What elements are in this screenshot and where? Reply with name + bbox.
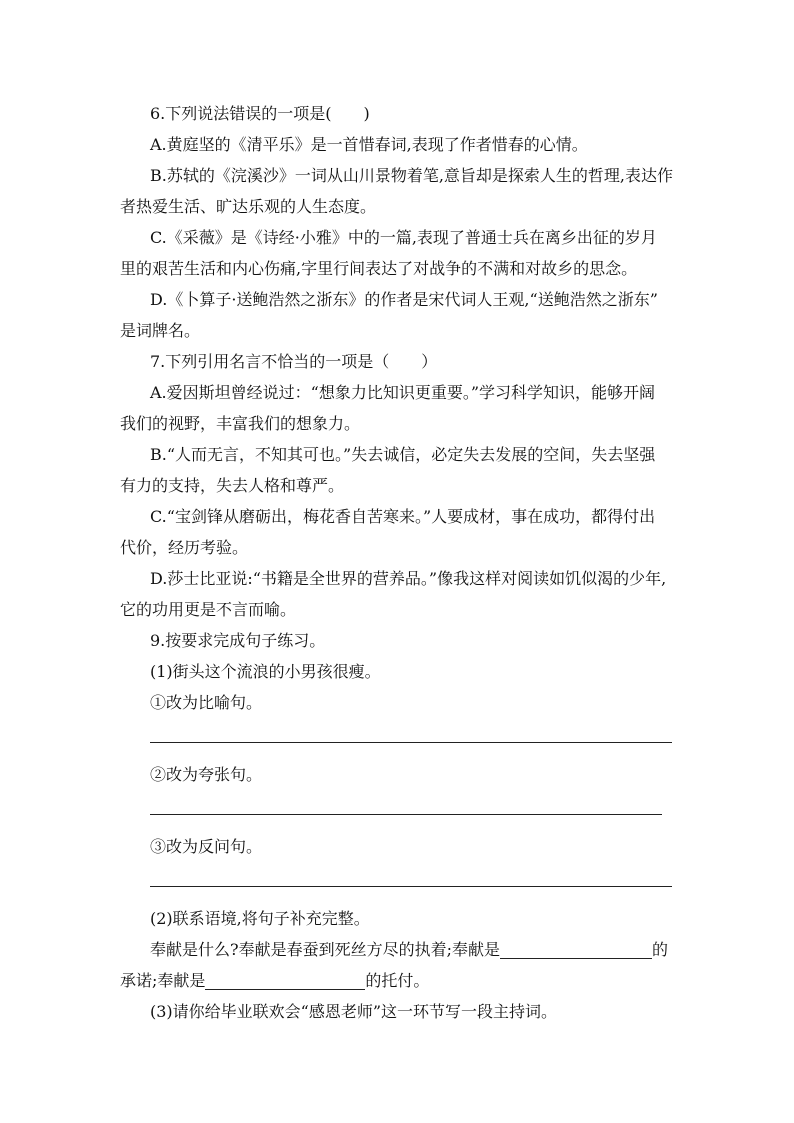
q7-option-a-cont: 我们的视野，丰富我们的想象力。 [120,414,361,433]
worksheet [120,98,680,1027]
q9-part1-title: (1)街头这个流浪的小男孩很瘦。 [150,662,381,681]
q9-part2-line1-end: 的 [651,940,668,959]
q9-part2-line1 [120,934,680,965]
q7-option-b: B.“人而无言，不知其可也。”失去诚信，必定失去发展的空间，失去坚强 [150,445,656,464]
q9-part2-line2 [120,965,680,996]
q7-option-b-cont: 有力的支持，失去人格和尊严。 [120,476,345,495]
q7-option-d: D.莎士比亚说:“书籍是全世界的营养品。”像我这样对阅读如饥似渴的少年, [150,569,667,588]
q9-part1-item-2: ②改为夸张句。 [150,765,263,784]
fill-blank-2[interactable] [205,971,365,990]
q9-part3-title: (3)请你给毕业联欢会“感恩老师”这一环节写一段主持词。 [150,1002,558,1021]
q9-part2-line2-start: 承诺;奉献是 [120,971,206,990]
q6-option-d-cont: 是词牌名。 [120,321,201,340]
q9-stem: 9.按要求完成句子练习。 [150,631,326,650]
q7-option-a: A.爱因斯坦曾经说过：“想象力比知识更重要。”学习科学知识，能够开阔 [150,383,656,402]
answer-line-rhetorical[interactable] [150,862,672,887]
q7-option-c: C.“宝剑锋从磨砺出，梅花香自苦寒来。”人要成材，事在成功，都得付出 [150,507,656,526]
q9-part2-line1-start: 奉献是什么?奉献是春蚕到死丝方尽的执着;奉献是 [150,940,500,959]
q6-option-b: B.苏轼的《浣溪沙》一词从山川景物着笔,意旨却是探索人生的哲理,表达作 [150,166,674,185]
q7-option-d-cont: 它的功用更是不言而喻。 [120,600,297,619]
answer-line-hyperbole[interactable] [150,790,662,815]
q9-part1-item-3: ③改为反问句。 [150,837,263,856]
q9-part2-title: (2)联系语境,将句子补充完整。 [150,909,370,928]
q9-part1-item-1: ①改为比喻句。 [150,693,263,712]
q6-option-c: C.《采薇》是《诗经·小雅》中的一篇,表现了普通士兵在离乡出征的岁月 [150,228,657,247]
q6-option-c-cont: 里的艰苦生活和内心伤痛,字里行间表达了对战争的不满和对故乡的思念。 [120,259,638,278]
q6-option-d: D.《卜算子·送鲍浩然之浙东》的作者是宋代词人王观,“送鲍浩然之浙东” [150,290,658,309]
answer-line-simile[interactable] [150,718,672,743]
q6-stem: 6.下列说法错误的一项是( ) [150,104,370,123]
q6-option-b-cont: 者热爱生活、旷达乐观的人生态度。 [120,197,377,216]
fill-blank-1[interactable] [500,940,652,959]
q6-option-a: A.黄庭坚的《清平乐》是一首惜春词,表现了作者惜春的心情。 [150,135,588,154]
q7-option-c-cont: 代价，经历考验。 [120,538,249,557]
q9-part2-line2-end: 的托付。 [365,971,430,990]
q7-stem: 7.下列引用名言不恰当的一项是（ ） [150,352,438,371]
